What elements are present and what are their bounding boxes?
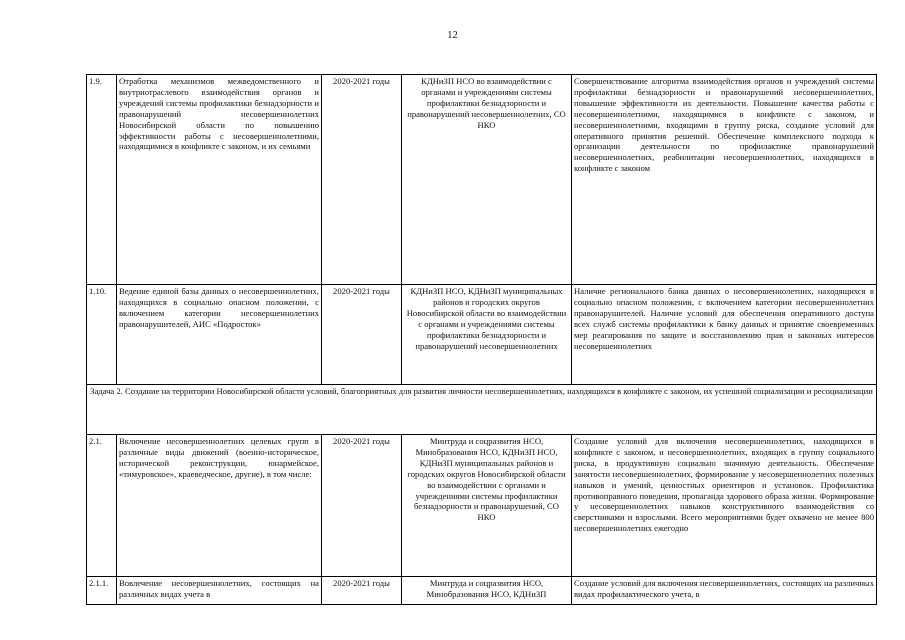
activity-cell: Отработка механизмов межведомственного и внутриотраслевого взаимодействия органов и учреждений системы профилактики безнадзорности и правонарушений несовершеннолетних Новосибирской области по повышению эффективности работы с несовершеннолетними, находящимися в конфликте с законом, и их семьями [117,75,322,285]
table-row [87,285,877,385]
result-cell: Создание условий для включения несовершеннолетних, находящихся в конфликте с законом, и несовершеннолетних, входящих в группу социального риска, в продуктивную социально значимую деятельность. Обеспечение занятости несовершеннолетних, формирование у несовершеннолетних полезных навыков и умений, ценностных ориентиров и установок. Профилактика противоправного поведения, пропаганда здорового образа жизни. Формирование у несовершеннолетних навыков конструктивного взаимодействия со сверстниками и взрослыми. Всего мероприятиями будет охвачено не менее 800 несовершеннолетних ежегодно [572,435,877,577]
executors-cell: КДНиЗП НСО, КДНиЗП муниципальных районов и городских округов Новосибирской области во взаимодействии с органами и учреждениями системы профилактики безнадзорности и правонарушений несовершеннолетних [402,285,572,385]
table-row [87,435,877,577]
result-cell: Совершенствование алгоритма взаимодействия органов и учреждений системы профилактики безнадзорности и правонарушений несовершеннолетних, повышение эффективности их деятельности. Повышение качества работы с несовершеннолетними, находящимися в конфликте с законом, и несовершеннолетними, входящими в группу риска, создание условий для оперативного принятия решений. Обеспечение комплексного подхода к организации деятельности по профилактике правонарушений несовершеннолетних, реабилитации несовершеннолетних, находящихся в конфликте с законом [572,75,877,285]
activity-cell: Ведение единой базы данных о несовершеннолетних, находящихся в социально опасном положении, с включением категории несовершеннолетних правонарушителей, АИС «Подросток» [117,285,322,385]
row-number: 1.10. [87,285,117,385]
page-number: 12 [447,30,458,41]
row-number: 2.1.1. [87,577,117,605]
task-heading: Задача 2. Создание на территории Новосибирской области условий, благоприятных для развития личности несовершеннолетних, находящихся в конфликте с законом, их успешной социализации и ресоциализации [87,385,877,435]
executors-cell: Минтруда и соцразвития НСО, Минобразования НСО, КДНиЗП НСО, КДНиЗП муниципальных районов и городских округов Новосибирской области во взаимодействии с органами и учреждениями системы профилактики безнадзорности и правонарушений, СО НКО [402,435,572,577]
result-cell: Наличие регионального банка данных о несовершеннолетних, находящихся в социально опасном положении, с включением категории несовершеннолетних правонарушителей. Наличие условий для обеспечения оперативного доступа всех служб системы профилактики к банку данных и принятие своевременных мер реагирования по защите и восстановлению прав и законных интересов несовершеннолетних [572,285,877,385]
activity-cell: Включение несовершеннолетних целевых групп в различные виды движений (военно-историческое, исторической реконструкции, юнармейское, «тимуровское», краеведческое, другие), в том числе: [117,435,322,577]
table-row [87,577,877,605]
table-row [87,75,877,285]
section-row [87,385,877,435]
term-cell: 2020-2021 годы [322,435,402,577]
term-cell: 2020-2021 годы [322,75,402,285]
term-cell: 2020-2021 годы [322,577,402,605]
row-number: 1.9. [87,75,117,285]
measures-table [86,74,877,605]
executors-cell: Минтруда и соцразвития НСО, Минобразования НСО, КДНиЗП [402,577,572,605]
row-number: 2.1. [87,435,117,577]
term-cell: 2020-2021 годы [322,285,402,385]
result-cell: Создание условий для включения несовершеннолетних, состоящих на различных видах профилактического учета, в [572,577,877,605]
activity-cell: Вовлечение несовершеннолетних, состоящих на различных видах учета в [117,577,322,605]
executors-cell: КДНиЗП НСО во взаимодействии с органами и учреждениями системы профилактики безнадзорности и правонарушений несовершеннолетних, СО НКО [402,75,572,285]
